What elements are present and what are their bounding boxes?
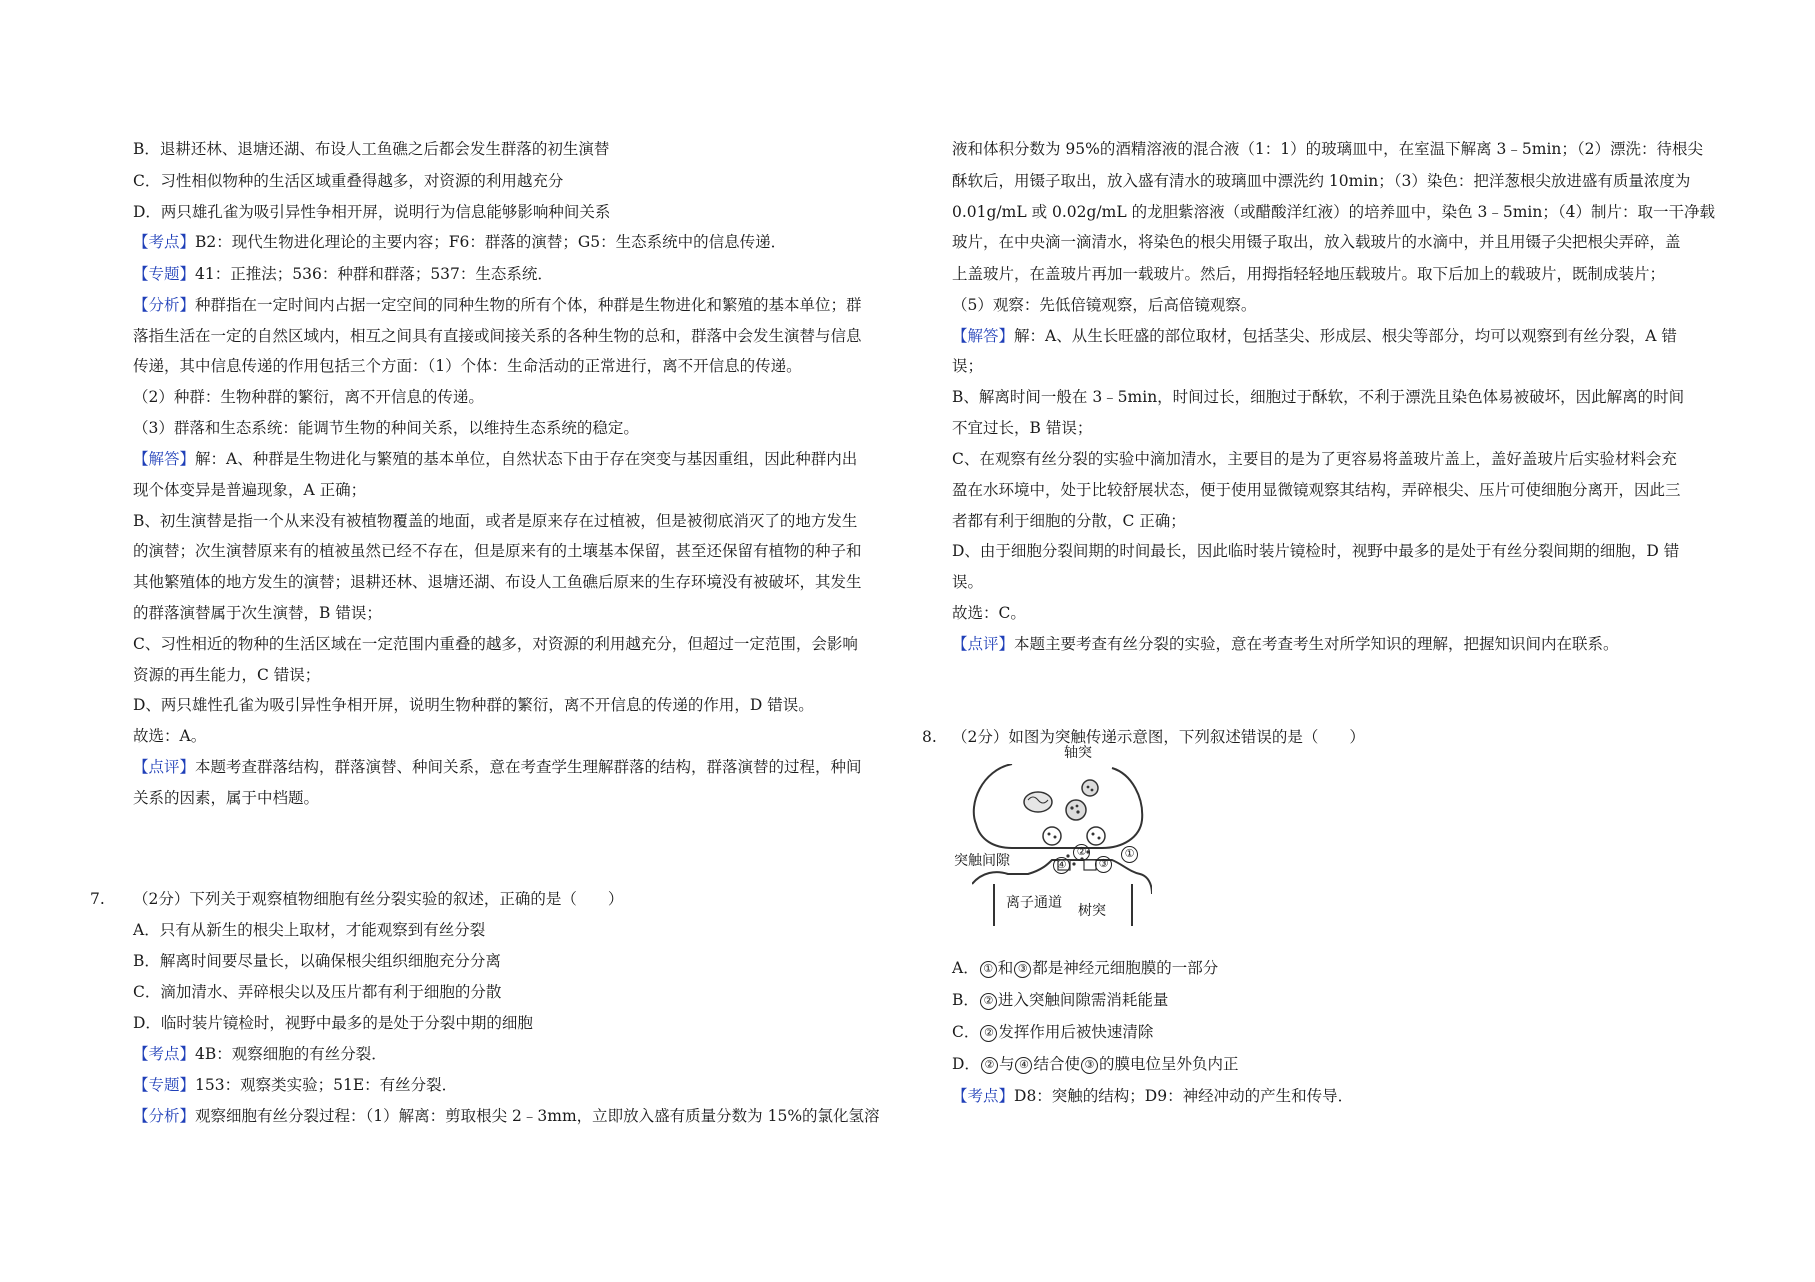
option-letter: B． [952,991,979,1009]
right-line [952,325,1677,347]
section-tag: 【点评】 [952,635,1015,653]
right-line [952,417,1092,439]
line-text: （5）观察：先低倍镜观察，后高倍镜观察。 [952,296,1257,314]
circled-mark: ④ [1015,1057,1032,1074]
line-text: 本题考查群落结构，群落演替、种间关系，意在考查学生理解群落的结构，群落演替的过程，种间 [195,758,862,776]
line-text: 不宜过长，B 错误； [952,419,1093,437]
option-text: 结合使 [1033,1055,1080,1073]
line-text: C．习性相似物种的生活区域重叠得越多，对资源的利用越充分 [133,172,564,190]
section-tag: 【解答】 [133,450,196,468]
line-text: C、在观察有丝分裂的实验中滴加清水，主要目的是为了更容易将盖玻片盖上，盖好盖玻片后实验材料会充 [952,450,1677,468]
left-line [133,602,382,624]
right-line [952,540,1679,562]
line-text: 关系的因素，属于中档题。 [133,789,320,807]
circled-mark: ② [981,1057,998,1074]
left-line [133,170,563,192]
circled-mark: ② [980,993,997,1010]
synapse-diagram [954,745,1152,926]
left-line [133,231,786,253]
line-text: 酥软后，用镊子取出，放入盛有清水的玻璃皿中漂洗约 10min；（3）染色：把洋葱根尖放进盛有质量浓度为 [952,172,1691,190]
right-line [952,479,1681,501]
mark-4: ④ [1053,857,1070,874]
line-text: B2：现代生物进化理论的主要内容；F6：群落的演替；G5：生态系统中的信息传递． [195,233,787,251]
section-tag: 【考点】 [952,1087,1015,1105]
option-letter: C． [952,1023,980,1041]
left-line [133,756,862,778]
line-text: C．滴加清水、弄碎根尖以及压片都有利于细胞的分散 [133,983,502,1001]
line-text: 41：正推法；536：种群和群落；537：生态系统． [195,265,553,283]
line-text: D8：突触的结构；D9：神经冲动的产生和传导． [1014,1087,1354,1105]
section-tag: 【专题】 [133,1076,196,1094]
option-text: 进入突触间隙需消耗能量 [997,991,1169,1009]
line-text: 其他繁殖体的地方发生的演替；退耕还林、退塘还湖、布设人工鱼礁后原来的生存环境没有被破坏，其发生 [133,573,862,591]
line-text: 解：A、从生长旺盛的部位取材，包括茎尖、形成层、根尖等部分，均可以观察到有丝分裂，A 错 [1014,327,1677,345]
right-line [952,231,1681,253]
line-text: 观察细胞有丝分裂过程：（1）解离：剪取根尖 2﹣3mm，立即放入盛有质量分数为 15%的氯化氢溶 [195,1107,880,1125]
left-line [133,664,320,686]
line-text: C、习性相近的物种的生活区域在一定范围内重叠的越多，对资源的利用越充分，但超过一定范围，会影响 [133,635,858,653]
option-text: 和 [997,959,1014,977]
q7-line [133,1043,387,1065]
q7-line [133,981,501,1003]
q8-option [952,957,1218,979]
right-line [952,138,1703,160]
line-text: 者都有利于细胞的分散，C 正确； [952,512,1186,530]
line-text: 液和体积分数为 95%的酒精溶液的混合液（1：1）的玻璃皿中，在室温下解离 3﹣5min；（2）漂洗：待根尖 [952,140,1704,158]
left-line [133,633,858,655]
line-text: （2）种群：生物种群的繁衍，离不开信息的传递。 [133,388,484,406]
left-line [133,694,814,716]
line-text: D、两只雄性孔雀为吸引异性争相开屏，说明生物种群的繁衍，离不开信息的传递的作用，D 错误。 [133,696,814,714]
right-line [952,386,1684,408]
line-text: 4B：观察细胞的有丝分裂． [195,1045,387,1063]
line-text: 玻片，在中央滴一滴清水，将染色的根尖用镊子取出，放入载玻片的水滴中，并且用镊子尖把根尖弄碎，盖 [952,233,1681,251]
line-text: 盈在水环境中，处于比较舒展状态，便于使用显微镜观察其结构，弄碎根尖、压片可使细胞分离开，因此三 [952,481,1681,499]
left-line [133,294,862,316]
question-7-stem: （2分）下列关于观察植物细胞有丝分裂实验的叙述，正确的是（ ） [133,890,624,908]
option-text: 与 [998,1055,1015,1073]
option-text: 发挥作用后被快速清除 [998,1023,1154,1041]
line-text: 故选：A。 [133,727,207,745]
section-tag: 【分析】 [133,296,196,314]
left-line [133,263,553,285]
line-text: 解：A、种群是生物进化与繁殖的基本单位，自然状态下由于存在突变与基因重组，因此种群内出 [195,450,858,468]
line-text: 上盖玻片，在盖玻片再加一载玻片。然后，用拇指轻轻地压载玻片。取下后加上的载玻片，既制成装片； [952,265,1666,283]
line-text: 种群指在一定时间内占据一定空间的同种生物的所有个体，种群是生物进化和繁殖的基本单位；群 [195,296,862,314]
question-8-number: 8. [922,728,937,746]
line-text: 本题主要考查有丝分裂的实验，意在考查考生对所学知识的理解，把握知识间内在联系。 [1014,635,1619,653]
right-line [952,263,1665,285]
left-line [133,479,366,501]
line-text: 资源的再生能力，C 错误； [133,666,321,684]
right-line [952,448,1677,470]
line-text: B．退耕还林、退塘还湖、布设人工鱼礁之后都会发生群落的初生演替 [133,140,610,158]
label-dendrite: 树突 [1078,903,1106,919]
label-axon: 轴突 [1064,745,1092,761]
right-line [952,170,1690,192]
left-line [133,725,206,747]
option-letter: D． [952,1055,980,1073]
line-text: B、解离时间一般在 3﹣5min，时间过长，细胞过于酥软，不利于漂洗且染色体易被破坏，因此解离的时间 [952,388,1685,406]
right-line [952,633,1619,655]
line-text: 的群落演替属于次生演替，B 错误； [133,604,382,622]
q7-line [133,1074,457,1096]
q7-line [133,1012,533,1034]
right-line [952,571,983,593]
line-text: 153：观察类实验；51E：有丝分裂． [195,1076,458,1094]
right-line [952,201,1715,223]
section-tag: 【专题】 [133,265,196,283]
question-8-stem: （2分）如图为突触传递示意图，下列叙述错误的是（ ） [952,728,1365,746]
option-text: 都是神经元细胞膜的一部分 [1032,959,1219,977]
mark-2: ② [1073,844,1090,861]
q8-option [952,1021,1153,1043]
right-line [952,294,1256,316]
section-tag: 【分析】 [133,1107,196,1125]
mark-3: ③ [1095,856,1112,873]
option-letter: A． [952,959,979,977]
line-text: 0.01g/mL 或 0.02g/mL 的龙胆紫溶液（或醋酸洋红液）的培养皿中，染色 3﹣5min；（4）制片：取一干净载 [952,203,1715,221]
question-7-number: 7. [90,890,105,908]
q7-line [133,919,485,941]
left-line [133,448,857,470]
right-line [952,602,1026,624]
line-text: 的演替；次生演替原来有的植被虽然已经不存在，但是原来有的土壤基本保留，甚至还保留有植物的种子和 [133,542,862,560]
left-line [133,571,862,593]
right-line [952,355,983,377]
label-synaptic-cleft: 突触间隙 [954,853,1010,869]
synapse-diagram-drawing [972,764,1152,926]
left-line [133,540,862,562]
left-line [133,325,862,347]
left-line [133,201,610,223]
left-line [133,386,484,408]
label-ion-channel: 离子通道 [1006,895,1062,911]
q7-line [133,1105,880,1127]
left-line [133,787,319,809]
line-text: （3）群落和生态系统：能调节生物的种间关系，以维持生态系统的稳定。 [133,419,639,437]
q8-option [952,989,1168,1011]
circled-mark: ② [980,1025,997,1042]
right-line [952,510,1186,532]
q7-line [133,950,501,972]
circled-mark: ③ [1081,1057,1098,1074]
section-tag: 【考点】 [133,233,196,251]
line-text: B．解离时间要尽量长，以确保根尖组织细胞充分分离 [133,952,501,970]
circled-mark: ① [980,961,997,978]
line-text: 误； [952,357,984,375]
left-line [133,510,857,532]
section-tag: 【解答】 [952,327,1015,345]
section-tag: 【点评】 [133,758,196,776]
line-text: B、初生演替是指一个从来没有被植物覆盖的地面，或者是原来存在过植被，但是被彻底消灭了的地方发生 [133,512,858,530]
line-text: 故选：C。 [952,604,1026,622]
left-line [133,355,802,377]
line-text: D．临时装片镜检时，视野中最多的是处于分裂中期的细胞 [133,1014,533,1032]
left-line [133,417,639,439]
q8-option [952,1053,1238,1075]
section-tag: 【考点】 [133,1045,196,1063]
mark-1: ① [1121,846,1138,863]
left-line [133,138,609,160]
line-text: D．两只雄孔雀为吸引异性争相开屏，说明行为信息能够影响种间关系 [133,203,611,221]
line-text: 落指生活在一定的自然区域内，相互之间具有直接或间接关系的各种生物的总和，群落中会发生演替与信息 [133,327,862,345]
line-text: A．只有从新生的根尖上取材，才能观察到有丝分裂 [133,921,486,939]
circled-mark: ③ [1014,961,1031,978]
line-text: 误。 [952,573,984,591]
line-text: 现个体变异是普遍现象，A 正确； [133,481,367,499]
option-text: 的膜电位呈外负内正 [1098,1055,1239,1073]
line-text: 传递，其中信息传递的作用包括三个方面：（1）个体：生命活动的正常进行，离不开信息的传递。 [133,357,802,375]
q8-kaodian-line [952,1085,1353,1107]
line-text: D、由于细胞分裂间期的时间最长，因此临时装片镜检时，视野中最多的是处于有丝分裂间期的细胞，D 错 [952,542,1680,560]
